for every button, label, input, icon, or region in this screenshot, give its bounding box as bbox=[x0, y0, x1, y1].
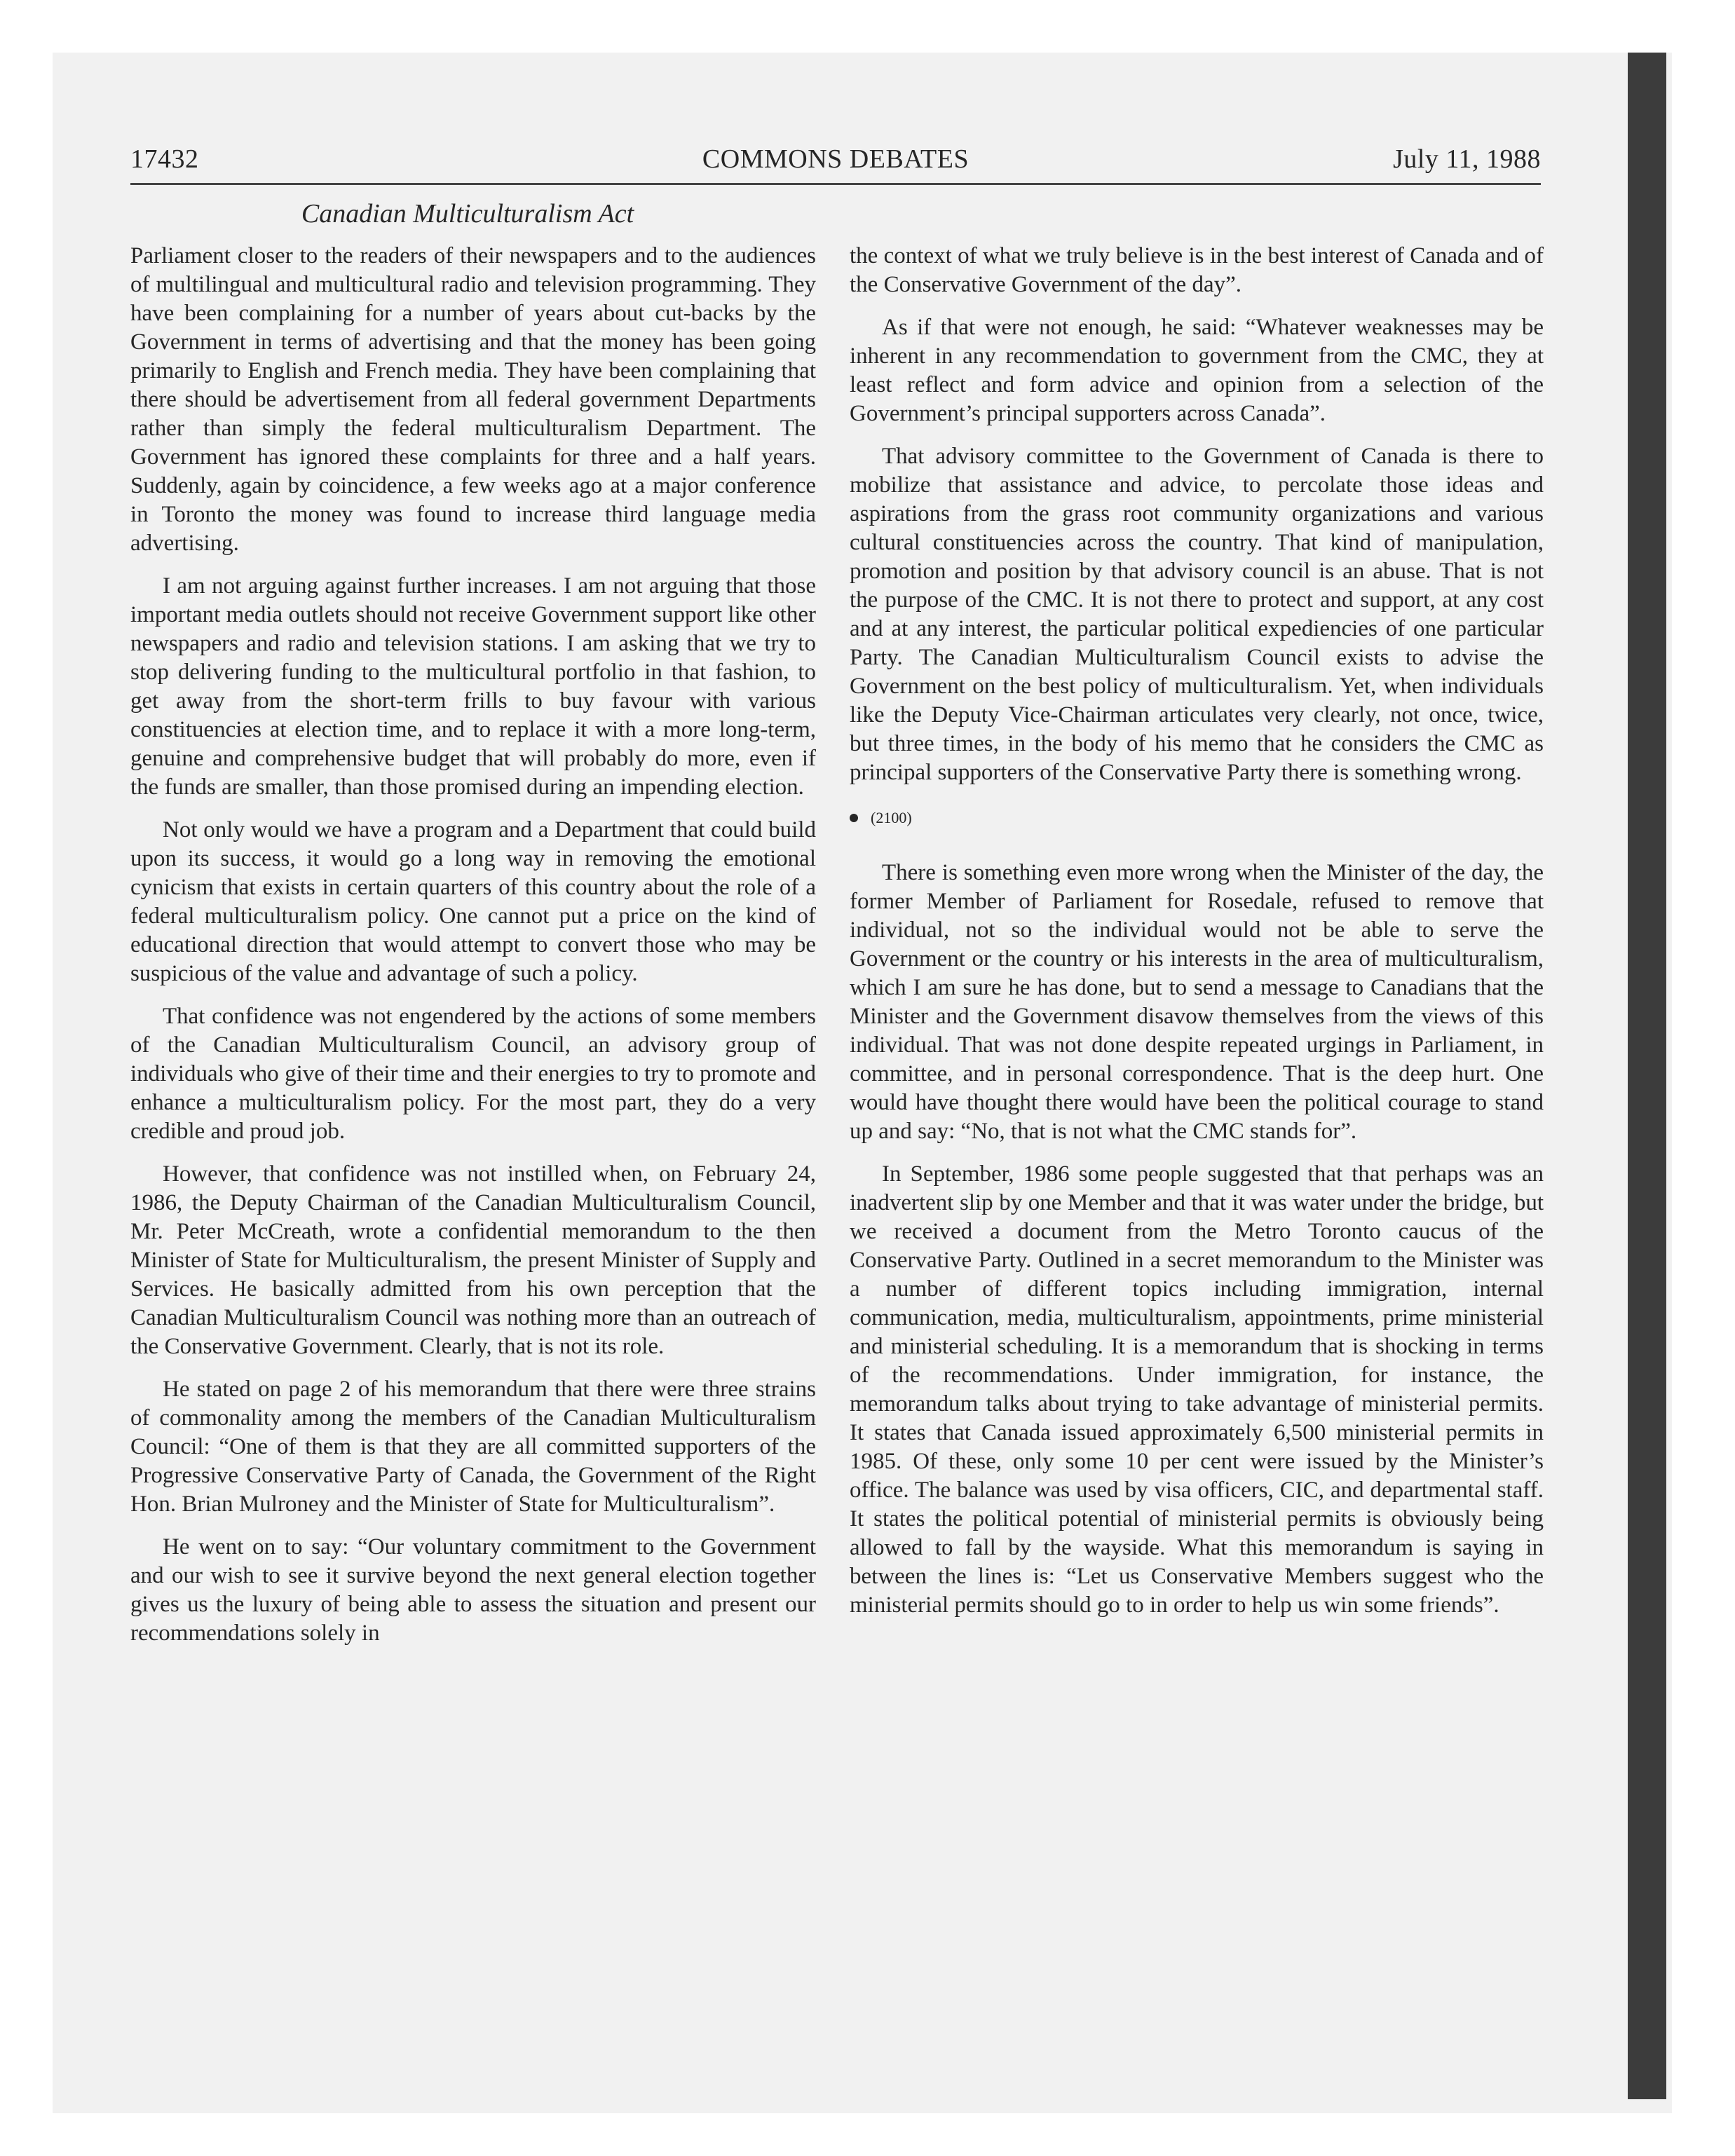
left-column bbox=[130, 242, 816, 1662]
page-number: 17432 bbox=[130, 144, 199, 174]
paragraph: Not only would we have a program and a Department that could build upon its success, it would go a long way in removing the emotional cynicism that exists in certain quarters of this country about the role of a federal multiculturalism policy. One cannot put a price on the kind of educational direction that would attempt to convert those who may be suspicious of the value and advantage of such a policy. bbox=[130, 817, 816, 986]
timestamp-marker bbox=[850, 808, 1544, 828]
timestamp-text: (2100) bbox=[871, 809, 912, 826]
publication-date: July 11, 1988 bbox=[1393, 144, 1541, 174]
paragraph: As if that were not enough, he said: “Whatever weaknesses may be inherent in any recommendation to government from the CMC, they at least reflect and form advice and opinion from a selection of the Government’s principal supporters across Canada”. bbox=[850, 315, 1544, 426]
paragraph: That confidence was not engendered by the actions of some members of the Canadian Multiculturalism Council, an advisory group of individuals who give of their time and their energies to try to promote and enhance a multiculturalism policy. For the most part, they do a very credible and proud job. bbox=[130, 1004, 816, 1144]
paragraph: However, that confidence was not instilled when, on February 24, 1986, the Deputy Chairman of the Canadian Multiculturalism Council, Mr. Peter McCreath, wrote a confidential memorandum to the then Minister of State for Multiculturalism, the present Minister of Supply and Services. He basically admitted from his own perception that the Canadian Multiculturalism Council was nothing more than an outreach of the Conservative Government. Clearly, that is not its role. bbox=[130, 1161, 816, 1359]
publication-title: COMMONS DEBATES bbox=[702, 144, 969, 174]
page-header bbox=[130, 144, 1541, 185]
paragraph: the context of what we truly believe is in the best interest of Canada and of the Conservative Government of the day”. bbox=[850, 243, 1544, 297]
paragraph: Parliament closer to the readers of their newspapers and to the audiences of multilingual and multicultural radio and television programming. They have been complaining for a number of years about cut-backs by the Government in terms of advertising and that the money has been going primarily to English and French media. They have been complaining that there should be advertisement from all federal government Departments rather than simply the federal multiculturalism Department. The Government has ignored these complaints for three and a half years. Suddenly, again by coincidence, a few weeks ago at a major conference in Toronto the money was found to increase third language media advertising. bbox=[130, 243, 816, 556]
paragraph: In September, 1986 some people suggested that that perhaps was an inadvertent slip by one Member and that it was water under the bridge, but we received a document from the Metro Toronto caucus of the Conservative Party. Outlined in a secret memorandum to the Minister was a number of different topics including immigration, internal communication, media, multiculturalism, appointments, prime ministerial and ministerial scheduling. It is a memorandum that is shocking in terms of the recommendations. Under immigration, for instance, the memorandum talks about trying to take advantage of ministerial permits. It states that Canada issued approximately 6,500 ministerial permits in 1985. Of these, only some 10 per cent were issued by the Minister’s office. The balance was used by visa officers, CIC, and departmental staff. It states the political potential of ministerial permits is obviously being allowed to fall by the wayside. What this memorandum is saying in between the lines is: “Let us Conservative Members suggest who the ministerial permits should go to in order to help us win some friends”. bbox=[850, 1161, 1544, 1618]
paragraph: He stated on page 2 of his memorandum that there were three strains of commonality among the members of the Canadian Multiculturalism Council: “One of them is that they are all committed supporters of the Progressive Conservative Party of Canada, the Government of the Right Hon. Brian Mulroney and the Minister of State for Multiculturalism”. bbox=[130, 1377, 816, 1517]
right-column bbox=[850, 242, 1544, 1634]
scan-edge-strip bbox=[1628, 53, 1666, 2099]
paragraph: There is something even more wrong when the Minister of the day, the former Member of Parliament for Rosedale, refused to remove that individual, not so the individual would not be able to serve the Government or the country or his interests in the area of multiculturalism, which I am sure he has done, but to send a message to Canadians that the Minister and the Government disavow themselves from the views of this individual. That was not done despite repeated urgings in Parliament, in committee, and in personal correspondence. That is the deep hurt. One would have thought there would have been the political courage to stand up and say: “No, that is not what the CMC stands for”. bbox=[850, 860, 1544, 1144]
paragraph: That advisory committee to the Government of Canada is there to mobilize that assistance and advice, to percolate those ideas and aspirations from the grass root community organizations and various cultural constituencies across the country. That kind of manipulation, promotion and position by that advisory council is an abuse. That is not the purpose of the CMC. It is not there to protect and support, at any cost and at any interest, the particular political expediencies of one particular Party. The Canadian Multiculturalism Council exists to advise the Government on the best policy of multiculturalism. Yet, when individuals like the Deputy Vice-Chairman articulates very clearly, not once, twice, but three times, in the body of his memo that he considers the CMC as principal supporters of the Conservative Party there is something wrong. bbox=[850, 444, 1544, 785]
paragraph: I am not arguing against further increases. I am not arguing that those important media outlets should not receive Government support like other newspapers and radio and television stations. I am asking that we try to stop delivering funding to the multicultural portfolio in that fashion, to get away from the short-term frills to buy favour with various constituencies at election time, and to replace it with a more long-term, genuine and comprehensive budget that will probably do more, even if the funds are smaller, than those promised during an impending election. bbox=[130, 573, 816, 800]
section-title: Canadian Multiculturalism Act bbox=[301, 199, 634, 228]
bullet-icon bbox=[850, 814, 858, 822]
paragraph: He went on to say: “Our voluntary commitment to the Government and our wish to see it survive beyond the next general election together gives us the luxury of being able to assess the situation and present our recommendations solely in bbox=[130, 1534, 816, 1646]
